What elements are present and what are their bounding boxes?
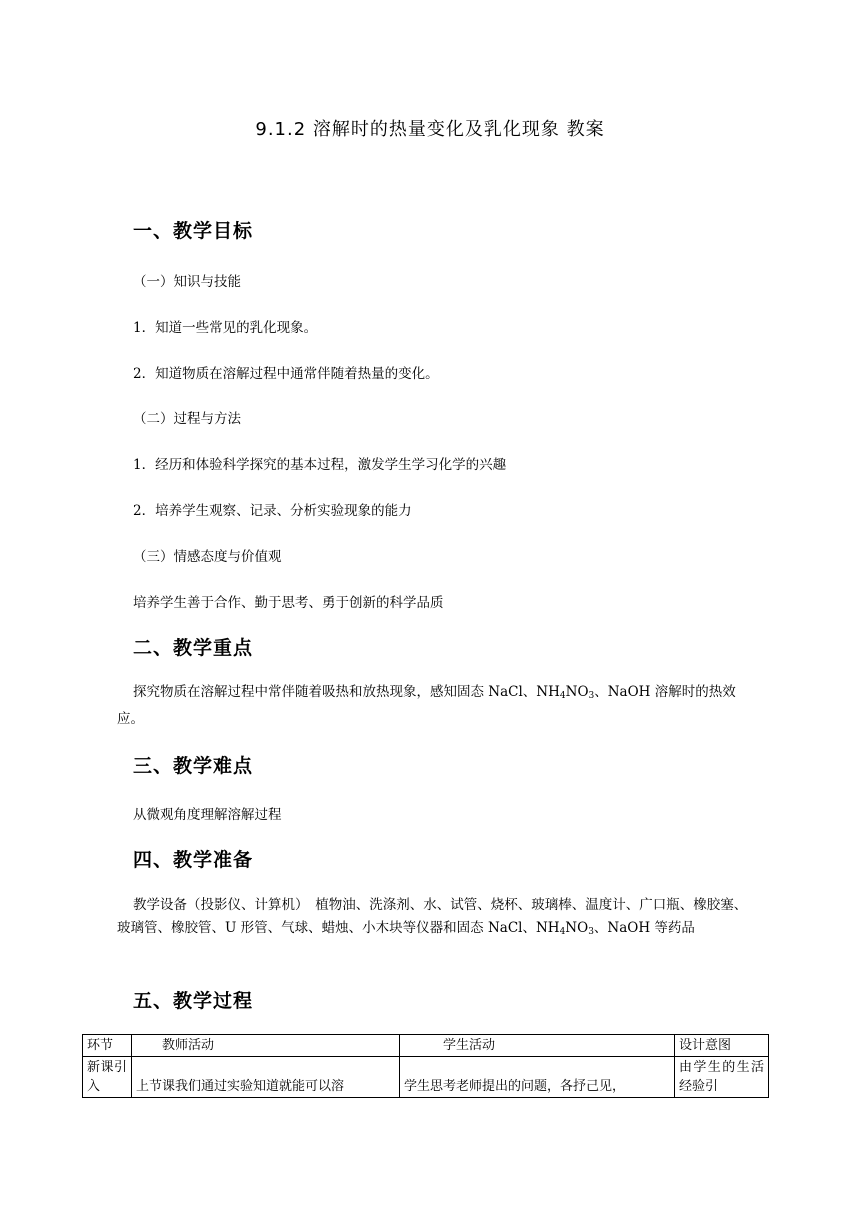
objective-item: 培养学生善于合作、勤于思考、勇于创新的科学品质 (133, 595, 444, 611)
subheading-knowledge: （一）知识与技能 (133, 274, 241, 290)
document-title: 9.1.2 溶解时的热量变化及乳化现象 教案 (255, 119, 605, 140)
key-points-text: 探究物质在溶解过程中常伴随着吸热和放热现象，感知固态 NaCl、$NH_4NO_3$、NaOH 溶解时的热效应。 (117, 684, 736, 727)
teaching-process-table (82, 1034, 769, 1098)
section-heading-preparation: 四、教学准备 (133, 849, 254, 871)
cell-teacher: 上节课我们通过实验知道就能可以溶 (132, 1057, 400, 1098)
cell-student: 学生思考老师提出的问题，各抒己见， (400, 1057, 675, 1098)
subheading-process: （二）过程与方法 (133, 411, 241, 427)
objective-item: 1．经历和体验科学探究的基本过程，激发学生学习化学的兴趣 (133, 457, 507, 473)
section-heading-process: 五、教学过程 (133, 990, 254, 1012)
section-heading-difficulties: 三、教学难点 (133, 755, 254, 777)
header-student: 学生活动 (400, 1035, 675, 1057)
section-heading-key-points: 二、教学重点 (133, 637, 254, 659)
header-stage: 环节 (83, 1035, 132, 1057)
section-heading-objectives: 一、教学目标 (133, 220, 254, 242)
table-row (83, 1057, 769, 1098)
objective-item: 2．知道物质在溶解过程中通常伴随着热量的变化。 (133, 366, 439, 382)
header-intent: 设计意图 (675, 1035, 769, 1057)
cell-stage: 新课引入 (83, 1057, 132, 1098)
subheading-attitude: （三）情感态度与价值观 (133, 549, 282, 565)
header-teacher: 教师活动 (132, 1035, 400, 1057)
objective-item: 2．培养学生观察、记录、分析实验现象的能力 (133, 503, 412, 519)
difficulties-text: 从微观角度理解溶解过程 (133, 807, 282, 823)
table-header-row (83, 1035, 769, 1057)
cell-intent: 由学生的生活经验引 (675, 1057, 769, 1098)
objective-item: 1．知道一些常见的乳化现象。 (133, 320, 318, 336)
preparation-text: 教学设备（投影仪、计算机） 植物油、洗涤剂、水、试管、烧杯、玻璃棒、温度计、广口瓶、橡胶塞、玻璃管、橡胶管、U 形管、气球、蜡烛、小木块等仪器和固态 NaCl、$NH_4NO_3$、NaOH 等药品 (117, 897, 748, 937)
